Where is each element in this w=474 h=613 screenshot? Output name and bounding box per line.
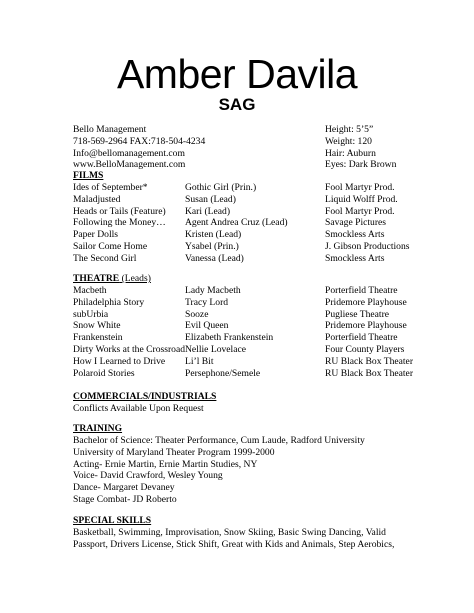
credit-title: Philadelphia Story <box>73 296 145 308</box>
applicant-name: Amber Davila <box>116 51 358 97</box>
credit-title: Ides of September* <box>73 182 148 193</box>
credit-company: J. Gibson Productions <box>325 240 410 252</box>
hair: Hair: Auburn <box>325 147 376 159</box>
training-line: Stage Combat- JD Roberto <box>73 493 177 505</box>
credit-company: Pridemore Playhouse <box>325 320 407 332</box>
credit-title: The Second Girl <box>73 252 137 264</box>
training-line: Dance- Margaret Devaney <box>73 482 175 494</box>
credit-title: Paper Dolls <box>73 229 119 241</box>
training-line: Acting- Ernie Martin, Ernie Martin Studies, NY <box>73 458 258 470</box>
credit-company: Fool Martyr Prod. <box>325 182 395 193</box>
credit-title: Dirty Works at the Crossroad <box>73 343 186 355</box>
skills-block <box>73 527 394 551</box>
training-line: Bachelor of Science: Theater Performance, Cum Laude, Radford University <box>73 435 365 446</box>
films-heading: FILMS <box>73 170 104 181</box>
credit-role: Kari (Lead) <box>185 205 231 217</box>
training-line: Voice- David Crawford, Wesley Young <box>73 470 223 482</box>
credit-title: Following the Money… <box>73 217 166 229</box>
credit-role: Elizabeth Frankenstein <box>185 332 274 344</box>
credit-title: Sailor Come Home <box>73 240 148 252</box>
credit-role: Nellie Lovelace <box>185 343 246 355</box>
credit-title: Maladjusted <box>73 193 121 205</box>
theatre-heading-label: THEATRE <box>73 273 120 284</box>
credit-title: How I Learned to Drive <box>73 355 166 367</box>
theatre-heading <box>73 273 151 285</box>
credit-title: Macbeth <box>73 285 107 296</box>
credit-company: Porterfield Theatre <box>325 332 398 344</box>
credit-company: Liquid Wolff Prod. <box>325 193 398 205</box>
credit-role: Lady Macbeth <box>185 285 241 296</box>
height: Height: 5’5” <box>325 124 374 135</box>
credit-company: Four County Players <box>325 343 405 355</box>
credit-company: RU Black Box Theater <box>325 355 414 367</box>
credit-company: Smockless Arts <box>325 229 385 241</box>
credit-role: Susan (Lead) <box>185 193 236 205</box>
agency-phone: 718-569-2964 FAX:718-504-4234 <box>73 135 206 147</box>
commercials-line: Conflicts Available Upon Request <box>73 403 204 414</box>
credit-role: Vanessa (Lead) <box>185 252 244 264</box>
credit-company: Porterfield Theatre <box>325 285 398 296</box>
training-heading: TRAINING <box>73 423 123 434</box>
credit-company: Pridemore Playhouse <box>325 296 407 308</box>
credit-role: Kristen (Lead) <box>185 229 242 241</box>
commercials-block <box>73 403 204 415</box>
agency-name: Bello Management <box>73 124 147 135</box>
eyes: Eyes: Dark Brown <box>325 159 397 171</box>
credit-role: Gothic Girl (Prin.) <box>185 182 257 193</box>
credit-role: Li’l Bit <box>185 355 214 367</box>
skills-line: Passport, Drivers License, Stick Shift, Great with Kids and Animals, Step Aerobics, <box>73 538 395 550</box>
credit-title: subUrbia <box>73 308 109 320</box>
credit-title: Frankenstein <box>73 332 123 344</box>
credit-role: Sooze <box>185 308 209 320</box>
credit-role: Agent Andrea Cruz (Lead) <box>185 217 288 229</box>
commercials-heading: COMMERCIALS/INDUSTRIALS <box>73 391 217 402</box>
agency-email: Info@bellomanagement.com <box>73 147 185 159</box>
credit-role: Ysabel (Prin.) <box>185 240 239 252</box>
credit-company: Smockless Arts <box>325 252 385 264</box>
weight: Weight: 120 <box>325 135 372 147</box>
agency-contact <box>73 124 205 171</box>
credit-company: Savage Pictures <box>325 217 387 229</box>
credit-role: Persephone/Semele <box>185 367 261 379</box>
credit-title: Heads or Tails (Feature) <box>73 205 166 217</box>
training-line: University of Maryland Theater Program 1999-2000 <box>73 446 275 458</box>
credit-company: Pugliese Theatre <box>325 308 390 320</box>
credit-company: RU Black Box Theater <box>325 367 414 379</box>
credit-title: Snow White <box>73 320 121 332</box>
credit-role: Evil Queen <box>185 320 229 332</box>
credit-company: Fool Martyr Prod. <box>325 205 395 217</box>
training-block <box>73 435 365 506</box>
agency-website: www.BelloManagement.com <box>73 159 186 171</box>
physical-stats <box>325 124 396 171</box>
skills-heading: SPECIAL SKILLS <box>73 515 152 526</box>
credit-role: Tracy Lord <box>185 296 229 308</box>
skills-line: Basketball, Swimming, Improvisation, Snow Skiing, Basic Swing Dancing, Valid <box>73 527 386 538</box>
theatre-heading-suffix: (Leads) <box>119 273 151 284</box>
credit-title: Polaroid Stories <box>73 367 135 379</box>
union-affiliation: SAG <box>218 95 256 114</box>
